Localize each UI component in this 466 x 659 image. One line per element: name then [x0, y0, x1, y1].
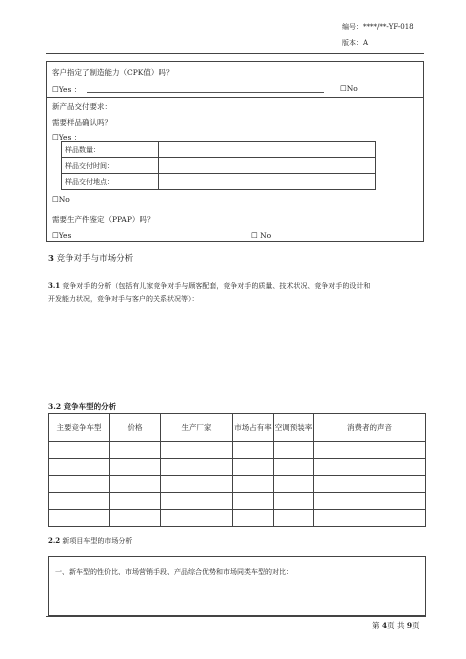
- market-analysis-prompt: 一、新车型的性价比、市场营销手段、产品综合优势和市场同类车型的对比：: [55, 568, 293, 576]
- footer-divider: [46, 616, 426, 617]
- section-3-1-text-line2: 开发能力状况，竞争对手与客户的关系状况等）：: [48, 295, 199, 303]
- col-header-price: 价格: [110, 414, 161, 442]
- section-3-number: 3: [48, 254, 54, 264]
- current-page: 4: [381, 621, 388, 630]
- document-version: 版本：A: [342, 39, 369, 47]
- section-2-2-heading: [48, 536, 132, 546]
- competitor-table: [48, 413, 426, 527]
- requirements-form-box: [46, 61, 424, 242]
- col-header-ac-rate: 空调预装率: [274, 414, 314, 442]
- cpk-yes-input-line[interactable]: [87, 92, 324, 93]
- col-header-market-share: 市场占有率: [233, 414, 274, 442]
- col-header-manufacturer: 生产厂家: [161, 414, 233, 442]
- table-row: [49, 476, 426, 493]
- section-3-title: 竞争对手与市场分析: [56, 254, 134, 264]
- sample-delivery-time-label: 样品交付时间：: [62, 158, 159, 174]
- sample-delivery-place-field[interactable]: [159, 174, 376, 190]
- section-3-1-number: 3.1: [48, 281, 61, 290]
- section-2-2-title: 新项目车型的市场分析: [62, 537, 133, 545]
- table-header-row: [49, 414, 426, 442]
- sample-delivery-place-label: 样品交付地点：: [62, 174, 159, 190]
- table-row: [49, 493, 426, 510]
- table-row: [49, 510, 426, 527]
- ppap-no-checkbox[interactable]: ☐ No: [251, 231, 272, 240]
- col-header-model: 主要竞争车型: [49, 414, 110, 442]
- sample-yes-checkbox[interactable]: ☐Yes ：: [52, 133, 82, 142]
- form-divider: [47, 97, 423, 98]
- section-3-heading: [48, 252, 133, 264]
- header-divider: [46, 53, 424, 54]
- cpk-yes-checkbox[interactable]: ☐Yes ：: [52, 85, 82, 94]
- cpk-no-checkbox[interactable]: ☐No: [340, 84, 358, 93]
- document-number: 编号：****/**-YF-018: [342, 23, 414, 31]
- total-pages: 9: [406, 621, 413, 630]
- ppap-question: 需要生产件鉴定（PPAP）吗？: [52, 215, 155, 224]
- market-analysis-box[interactable]: [48, 556, 426, 616]
- section-2-2-number: 2.2: [48, 536, 61, 545]
- sample-confirm-question: 需要样品确认吗？: [52, 118, 112, 127]
- ppap-yes-checkbox[interactable]: ☐Yes: [52, 231, 72, 240]
- table-row: [49, 442, 426, 459]
- sample-quantity-label: 样品数量：: [62, 142, 159, 158]
- section-3-1-paragraph: [48, 279, 428, 306]
- new-product-delivery-label: 新产品交付要求：: [52, 102, 112, 111]
- sample-details-table: [61, 141, 376, 190]
- sample-delivery-time-field[interactable]: [159, 158, 376, 174]
- page-indicator: 第 4页 共 9页: [372, 621, 420, 630]
- section-3-1-text-line1: 竞争对手的分析（包括有儿家竞争对手与顾客配套，竞争对手的质量、技术状况、竞争对手的设计和: [62, 282, 371, 290]
- col-header-consumer-voice: 消费者的声音: [314, 414, 426, 442]
- section-3-2-title: 3.2 竞争车型的分析: [48, 402, 117, 411]
- sample-no-checkbox[interactable]: ☐No: [52, 195, 70, 204]
- table-row: [49, 459, 426, 476]
- cpk-question: 客户指定了制造能力（CPK值）吗？: [52, 68, 174, 77]
- sample-quantity-field[interactable]: [159, 142, 376, 158]
